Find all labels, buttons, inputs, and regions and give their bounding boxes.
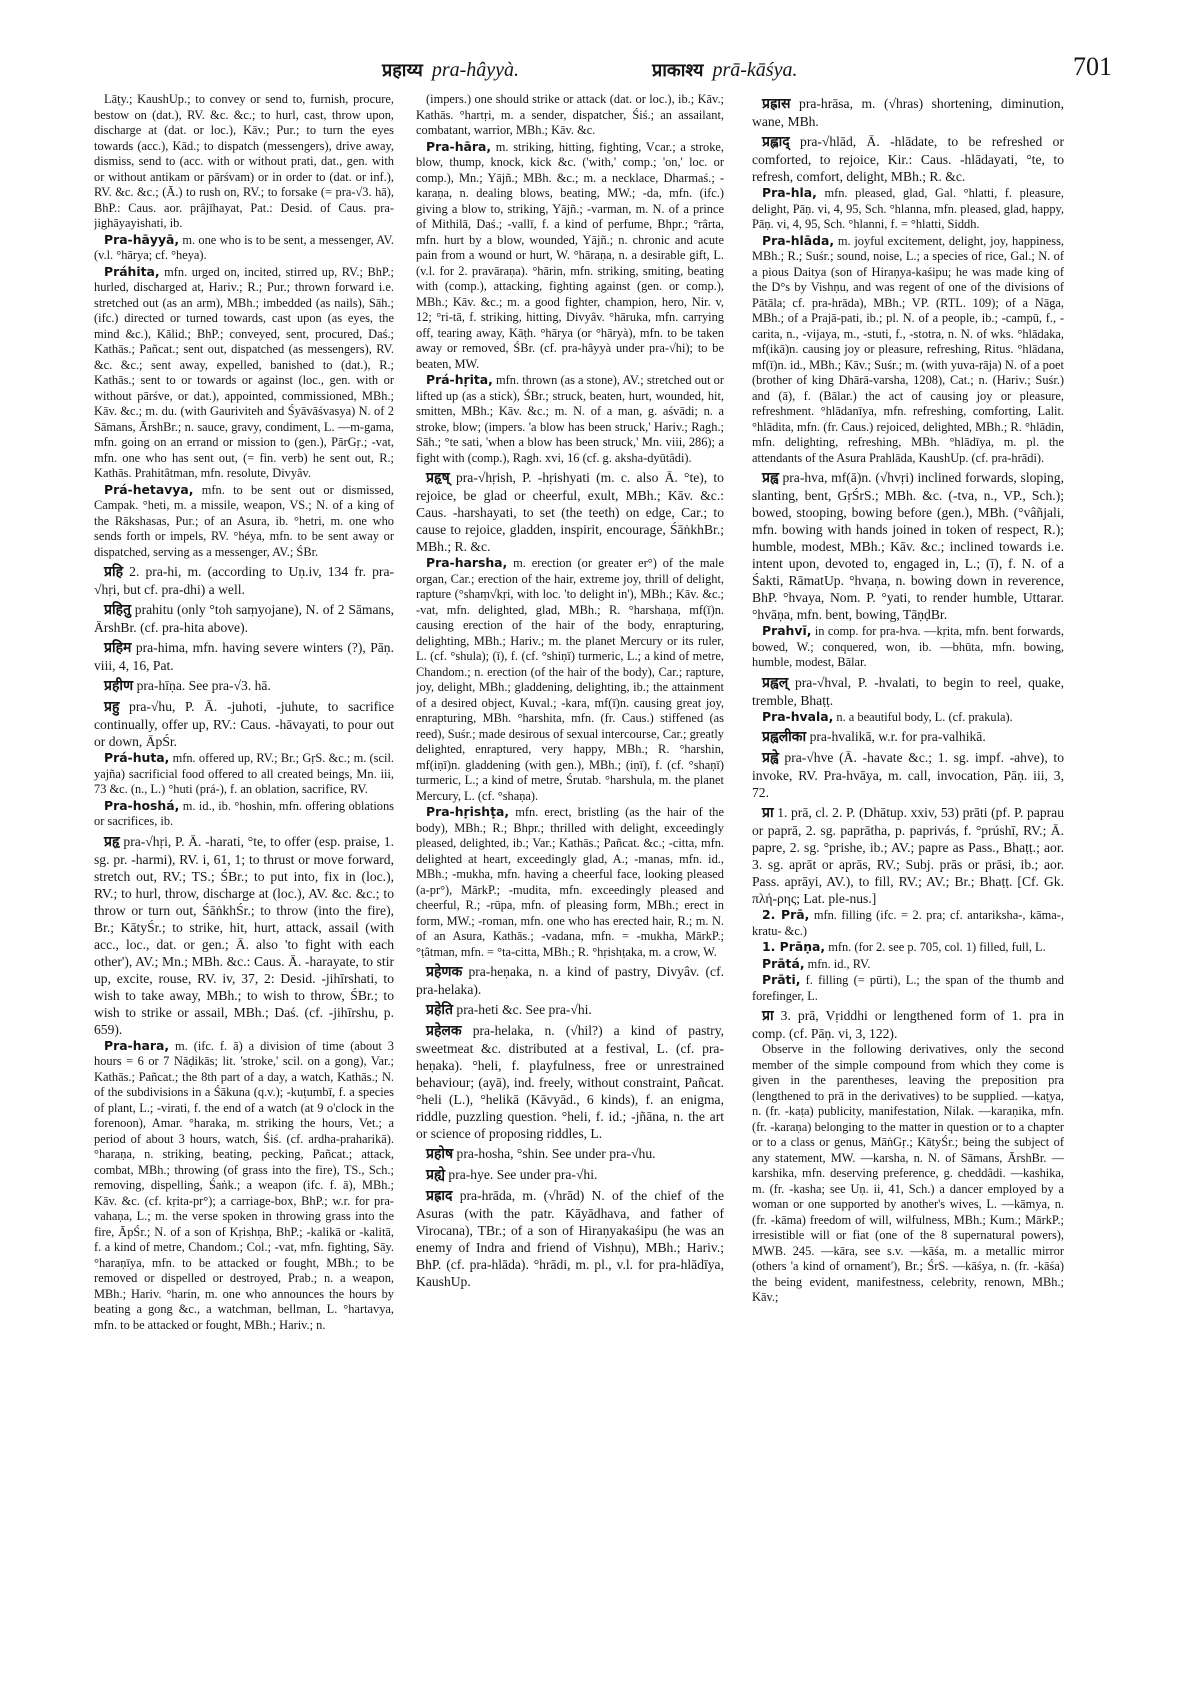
entry-text: mfn. thrown (as a stone), AV.; stretched out or lifted up (as a stick), ŚBr.; struck, beaten, hurt, wounded, hit, smitten, MBh.; Kāv. &c.; m. N. of a man, g. aśvādi; n. a stroke, blow; (impers. 'a blow has been struck,' Hariv.; Ragh.; Sāh.; °te sati, 'when a blow has been struck,' Mn. viii, 286); a fight with (comp.), Ragh. xvi, 16 (cf. g. aksha-dyūtâdi). xyxy=(416,373,724,465)
page-number: 701 xyxy=(1073,52,1112,81)
entry-headword: Pra-hāra, xyxy=(426,138,492,154)
entry-headword: Práhita, xyxy=(104,263,160,279)
entry-text: Observe in the following derivatives, only the second member of the simple compound from which they come is given in the parentheses, leaving the preposition pra (lengthened to prā in the derivatives) to be supplied. —kaṭya, n. (fr. -kaṭa) publicity, manifestation, Nilak. —karaṇika, mfn. (fr. -karaṇa) belonging to the matter in question or to a chapter or to a class or genus, MāṅGṛ.; KātyŚr.; being the subject of any statement, MW. —karsha, n. N. of Sāmans, ĀrshBr. —karshika, mfn. deserving preference, g. cheddâdi. —kashika, m. (fr. -kasha; see Uṇ. ii, 41, Sch.) a dancer employed by a woman or one supported by another's wives, L. —kāmya, n. (fr. -kāma) freedom of will, wilfulness, MBh.; Kum.; MārkP.; irresistible will or fiat (one of the 8 supernatural powers), MWB. 245. —kāra, see s.v. —kāśa, m. a metallic mirror (others 'a kind of ornament'), Br.; ŚrS. —kāśya, n. (fr. -kāśa) the being evident, manifestness, celebrity, renown, MBh.; Kāv.; xyxy=(752,1042,1064,1304)
dictionary-entry xyxy=(416,1166,724,1184)
entry-text: pra-√hlād, Ā. -hlādate, to be refreshed or comforted, to rejoice, Kir.: Caus. -hlādayati, °te, to refresh, comfort, delight, MBh.; R. &c. xyxy=(752,134,1064,184)
entry-text: 3. prā, Vṛiddhi or lengthened form of 1. pra in comp. (cf. Pāṇ. vi, 3, 122). xyxy=(752,1008,1064,1041)
entry-text: n. a beautiful body, L. (cf. prakula). xyxy=(836,709,1013,724)
entry-headword: प्रा xyxy=(762,805,774,821)
dictionary-entry xyxy=(94,698,394,750)
right-running-head xyxy=(652,58,797,82)
dictionary-entry xyxy=(94,92,394,232)
column-2 xyxy=(416,92,724,1612)
dictionary-entry xyxy=(94,677,394,695)
entry-headword: प्रहितु xyxy=(104,602,132,618)
dictionary-entry xyxy=(416,804,724,960)
dictionary-entry xyxy=(752,709,1064,726)
entry-headword: Pra-hla, xyxy=(762,185,817,200)
entry-text: pra-heti &c. See pra-√hi. xyxy=(456,1002,592,1017)
dictionary-entry xyxy=(94,264,394,482)
entry-text: (impers.) one should strike or attack (dat. or loc.), ib.; Kāv.; Kathās. °hartṛi, m. a sender, dispatcher, Śiś.; an assailant, combatant, warrior, MBh.; Kāv. &c. xyxy=(416,92,724,137)
entry-text: pra-√hve (Ā. -havate &c.; 1. sg. impf. -ahve), to invoke, RV. Pra-hvāya, m. call, invocation, Pāṇ. iii, 3, 72. xyxy=(752,750,1064,800)
entry-text: mfn. to be sent out or dismissed, Campak. °heti, m. a missile, weapon, VS.; N. of a king of the Rākshasas, Pur.; of an Asura, ib. °hetri, m. one who sends forth or impels, RV. °héya, mfn. to be sent away or dispatched, serving as a messenger, AV.; ŚBr. xyxy=(94,482,394,559)
entry-text: pra-hima, mfn. having severe winters (?), Pāṇ. viii, 4, 16, Pat. xyxy=(94,640,394,673)
dictionary-entry xyxy=(416,1187,724,1290)
dictionary-entry xyxy=(752,95,1064,130)
entry-headword: प्रह्रास xyxy=(762,96,791,112)
entry-text: m. id., ib. °hoshin, mfn. offering oblations or sacrifices, ib. xyxy=(94,798,394,828)
dictionary-entry xyxy=(94,798,394,830)
entry-text: m. striking, hitting, fighting, Vcar.; a stroke, blow, thump, knock, kick &c. ('with,' comp.; 'on,' loc. or comp.), Mn.; Yājñ.; MBh. &c.; m. a necklace, Dharmaś.; -karaṇa, n. dealing blows, beating, MW.; -da, mfn. (ifc.) giving a blow to, striking, Yājñ.; -varman, m. N. of a prince of Mithilā, Daś.; -vallī, f. a kind of perfume, Bhpr.; °rârta, mfn. hurt by a blow, wounded, Yājñ.; n. chronic and acute pain from a wound or hurt, W. °hāraṇa, n. a desirable gift, L. (v.l. for 2. pravāraṇa). °hārin, mfn. striking, smiting, beating with (comp.), attacking, fighting against (gen. or comp.), MBh.; Kāv. &c.; m. a good fighter, champion, hero, Nir. v, 12; °ri-tā, f. striking, hitting, Divyâv. °hāruka, mfn. carrying off, tearing away, Kāṭh. °hārya (or °hāryà), mfn. to be taken away or removed, ŚBr. (cf. pra-hâyyà under pra-√hi); to be beaten, MW. xyxy=(416,139,724,371)
entry-headword: Pra-hara, xyxy=(104,1037,170,1053)
entry-headword: प्रह्वलीका xyxy=(762,729,807,745)
entry-text: mfn. pleased, glad, Gal. °hlatti, f. pleasure, delight, Pāṇ. vi, 4, 95, Sch. °hlanna, mfn. pleased, glad, happy, Pāṇ. vi, 4, 95, Sch. °hlanni, f. = °hlatti, Siddh. xyxy=(752,186,1064,231)
dictionary-entry xyxy=(416,1022,724,1142)
dictionary-entry xyxy=(94,833,394,1038)
entry-headword: Prāti, xyxy=(762,972,801,987)
right-head-transliteration: prā-kāśya. xyxy=(712,59,798,81)
dictionary-entry xyxy=(416,139,724,373)
entry-headword: 1. Prāṇa, xyxy=(762,939,826,954)
entry-text: in comp. for pra-hva. —kṛita, mfn. bent forwards, bowed, W.; conquered, won, ib. —bhūta, mfn. bowing, humble, modest, Bālar. xyxy=(752,624,1064,669)
dictionary-entry xyxy=(94,482,394,561)
entry-text: mfn. offered up, RV.; Br.; GṛS. &c.; m. (scil. yajña) sacrificial food offered to all created beings, Mn. iii, 73 &c. (n., L.) °huti (prá-), f. an oblation, sacrifice, RV. xyxy=(94,751,394,796)
entry-text: pra-hīṇa. See pra-√3. hā. xyxy=(136,678,271,693)
entry-headword: Prá-hṛita, xyxy=(426,372,493,387)
dictionary-entry xyxy=(416,372,724,466)
entry-headword: 2. Prā, xyxy=(762,907,810,922)
entry-headword: Pra-hvala, xyxy=(762,708,834,724)
entry-text: m. (ifc. f. ā) a division of time (about 3 hours = 6 or 7 Nāḍikās; lit. 'stroke,' scil. on a gong), Var.; Kathās.; Pañcat.; the 8th part of a day, a watch, Kathās.; N. of the subdivisions in a Śākuna (q.v.); -kuṭumbī, f. a species of plant, L.; -virati, f. the end of a watch (at 9 o'clock in the forenoon), Amar. °haraka, m. striking the hours, Vet.; a period of about 3 hours, watch, Śiś. (cf. ardha-praharikā). °haraṇa, n. striking, beating, pecking, Pañcat.; attack, combat, MBh.; throwing (of grass into the fire), TS., Sch.; removing, dispelling, Śaṅk.; a weapon (ifc. f. ā), MBh.; Kāv. &c. (cf. kṛita-pr°); a carriage-box, BhP.; w.r. for pra-vahaṇa, L.; m. the verse spoken in throwing grass into the fire, ĀpŚr.; N. of a son of Kṛishṇa, BhP.; -kalikā or -kalitā, f. a kind of metre, Chandom.; Col.; -vat, mfn. fighting, Sāy. °haraṇīya, mfn. to be attacked or fought, MBh.; to be removed or dispelled or destroyed, Prab.; n. a weapon, MBh.; Hariv. °harin, m. one who announces the hours by beating a gong &c., a watchman, bellman, L. °hartavya, mfn. to be attacked or fought, MBh.; Hariv.; n. xyxy=(94,1038,394,1332)
right-head-devanagari: प्राकाश्य xyxy=(652,60,704,81)
dictionary-entry xyxy=(416,555,724,804)
entry-text: pra-hvalikā, w.r. for pra-valhikā. xyxy=(809,729,986,744)
entry-headword: Pra-hṛishṭa, xyxy=(426,804,510,819)
entry-text: m. erection (or greater er°) of the male organ, Car.; erection of the hair, extreme joy, thrill of delight, rapture (°shaṃ√kṛi, with loc. 'to delight in'), MBh.; Kāv. &c.; -vat, mfn. delighted, glad, MBh.; R. °harshaṇa, mf(ī)n. causing erection of the hair of the body, enrapturing, delighting, MBh.; Hariv.; m. the planet Mercury or its ruler, L. (cf. °shula); (ī), f. (cf. °shiṇī) turmeric, L.; a kind of metre, Chandom.; n. erection (of the hair of the body), Car.; rapture, joy, delight, MBh.; gladdening, delighting, ib.; the attainment of a desired object, Kuval.; -kara, mf(ī)n. causing great joy, enrapturing, MBh. °harshita, mfn. (fr. Caus.) stiffened (as reed), Suśr.; made desirous of sexual intercourse, Car.; greatly delighted, enraptured, very happy, MBh.; R. °harshin, mf(iṇī)n. gladdening (with gen.), MBh.; (iṇī), f. (cf. °shaṇī) turmeric, L.; a kind of metre, Śrutab. °harshula, m. the planet Mercury, L. (cf. °shaṇa). xyxy=(416,556,724,803)
entry-text: pra-hosha, °shin. See under pra-√hu. xyxy=(456,1146,656,1161)
entry-headword: प्रहोष xyxy=(426,1146,454,1162)
entry-headword: प्रहिम xyxy=(104,640,132,656)
entry-headword: प्रह्राद xyxy=(426,1188,453,1204)
running-header xyxy=(92,50,1112,90)
entry-text: mfn. urged on, incited, stirred up, RV.; BhP.; hurled, discharged at, Hariv.; R.; Pur.; thrown forward i.e. stretched out (as an arm), MBh.; imbedded (as nails), Sāh.; (ifc.) directed or turned towards, cast upon (as eyes, the mind &c.), Kālid.; BhP.; conveyed, sent, procured, Daś.; Kathās.; Pañcat.; sent out, dispatched (as messengers), RV. &c. &c.; sent away, expelled, banished to (dat.), R.; Kathās.; sent to or towards or against (loc., gen. with or without pārśve, or dat.), appointed, commissioned, MBh.; Kāv. &c.; m. du. (with Gauriviteh and Śyāvāśvasya) N. of 2 Sāmans, ĀrshBr.; n. sauce, gravy, condiment, L. —m-gama, mfn. going on an errand or mission to (gen.), PārGṛ.; -vat, mfn. one who has sent out, (= fin. verb) he sent out, R.; Kathās. Prahitâtman, mfn. resolute, Divyâv. xyxy=(94,264,394,480)
dictionary-entry xyxy=(752,469,1064,623)
entry-headword: प्रहेति xyxy=(426,1002,454,1018)
dictionary-entry xyxy=(416,469,724,555)
entry-headword: Prahvī, xyxy=(762,623,812,638)
entry-text: Lāṭy.; KaushUp.; to convey or send to, furnish, procure, bestow on (dat.), RV. &c. &c.; to hurl, cast, throw upon, discharge at (dat. or loc.), Kāv.; Pur.; to turn the eyes towards (acc.), Kād.; to dispatch (messengers), drive away, dismiss, send to (acc. with or without prati, dat., gen. with or without antikam or pārśvam) or in order to (dat. or inf.), RV. &c. &c.; (Ā.) to rush on, RV.; to forsake (= pra-√3. hā), BhP.: Caus. aor. prâjīhayat, Pat.: Desid. of Caus. pra-jighāyayishati, ib. xyxy=(94,92,394,230)
entry-text: pra-√hu, P. Ā. -juhoti, -juhute, to sacrifice continually, offer up, RV.: Caus. -hāvayati, to pour out or down, ĀpŚr. xyxy=(94,699,394,749)
entry-text: mfn. filling (ifc. = 2. pra; cf. antariksha-, kāma-, kratu- &c.) xyxy=(752,908,1064,938)
left-head-transliteration: pra-hâyyà. xyxy=(431,59,520,81)
entry-headword: Prá-hetavya, xyxy=(104,481,194,497)
dictionary-entry xyxy=(752,623,1064,671)
entry-text: prahitu (only °toh saṃyojane), N. of 2 Sāmans, ĀrshBr. (cf. pra-hita above). xyxy=(94,602,394,635)
column-3 xyxy=(752,92,1064,1612)
entry-text: pra-√hval, P. -hvalati, to begin to reel, quake, tremble, Bhaṭṭ. xyxy=(752,674,1064,708)
entry-text: pra-hrāsa, m. (√hras) shortening, diminution, wane, MBh. xyxy=(752,96,1064,129)
entry-headword: प्रह्ये xyxy=(426,1167,445,1183)
entry-text: m. one who is to be sent, a messenger, AV. (v.l. °hārya; cf. °heya). xyxy=(94,232,394,262)
dictionary-entry xyxy=(94,601,394,636)
entry-headword: प्रहि xyxy=(104,564,124,580)
dictionary-entry xyxy=(752,804,1064,907)
entry-headword: प्रह्वे xyxy=(762,750,779,766)
entry-headword: प्रहृष् xyxy=(426,470,450,486)
entry-text: pra-√hṛi, P. Ā. -harati, °te, to offer (esp. praise, 1. sg. pr. -harmi), RV. i, 61, 1; to thrust or move forward, stretch out, RV.; TS.; ŚBr.; to put into, fix in (loc.), RV.; to hurl, throw, discharge at (loc.), AV. &c. &c.; to throw or turn out, ŚāṅkhŚr.; to throw (into the fire), Br.; KātyŚr.; to strike, hit, hurt, attack, assail (with acc., loc., dat. or gen.; Ā. also 'to fight with each other'), AV.; Mn.; MBh. &c.: Caus. Ā. -harayate, to stir up, excite, rouse, RV. iv, 37, 2: Desid. -jihīrshati, to wish to take away, MBh.; to wish to throw, ŚBr.; to wish to strike or assail, MBh.; Daś. (cf. -jihīrshu, p. 659). xyxy=(94,833,394,1037)
entry-headword: प्रहेणक xyxy=(426,964,463,980)
dictionary-entry xyxy=(94,750,394,798)
entry-text: pra-hye. See under pra-√hi. xyxy=(448,1167,598,1182)
dictionary-entry xyxy=(752,728,1064,746)
dictionary-entry xyxy=(752,749,1064,801)
dictionary-entry xyxy=(752,956,1064,973)
dictionary-entry xyxy=(416,1145,724,1163)
dictionary-entry xyxy=(94,563,394,598)
entry-headword: प्रहेलक xyxy=(426,1023,462,1039)
entry-text: mfn. (for 2. see p. 705, col. 1) filled, full, L. xyxy=(828,940,1046,954)
dictionary-entry xyxy=(752,674,1064,709)
dictionary-entry xyxy=(416,963,724,998)
entry-headword: प्रहु xyxy=(104,699,120,715)
dictionary-entry xyxy=(752,233,1064,467)
entry-headword: प्रह्वल् xyxy=(762,674,789,691)
dictionary-entry xyxy=(94,1038,394,1334)
entry-headword: प्रह्व xyxy=(762,470,779,486)
entry-text: pra-hva, mf(ā)n. (√hvṛi) inclined forwards, sloping, slanting, bent, GṛŚrS.; MBh. &c. (-tva, n., VP., Sch.); bowed, stooping, bowing before (gen.), MBh. (°vâñjali, mfn. bowing with hands joined in token of respect, R.); humble, modest, MBh.; Kāv. &c.; inclined towards i.e. intent upon, devoted to, engaged in, L.; (ī), f. N. of a Śakti, RāmatUp. °hvaṇa, n. bowing down in reverence, BhP. °hvaya, Nom. P. °yati, to render humble, Uttarar. °hvāṇa, mfn. bent, bowing, TāṇḍBr. xyxy=(752,470,1064,622)
entry-text: f. filling (= pūrti), L.; the span of the thumb and forefinger, L. xyxy=(752,973,1064,1003)
dictionary-entry xyxy=(752,133,1064,185)
dictionary-entry xyxy=(416,1001,724,1019)
entry-headword: Pra-hoshá, xyxy=(104,797,180,813)
left-running-head xyxy=(382,58,519,82)
dictionary-entry xyxy=(94,232,394,264)
dictionary-entry xyxy=(752,1007,1064,1042)
dictionary-entry xyxy=(752,907,1064,939)
entry-headword: Pra-hāyyā, xyxy=(104,231,180,247)
left-head-devanagari: प्रहाय्य xyxy=(382,60,423,81)
entry-text: 1. prā, cl. 2. P. (Dhātup. xxiv, 53) prāti (pf. P. paprau or paprā, 2. sg. paprātha, p. paprivás, f. °prúshī, RV.; Ā. papre, 2. sg. °prishe, ib.; AV.; papre as Pass., Bhaṭṭ.; aor. 3. sg. aprāt or aprās, RV.; Subj. prās or prāsi, ib.; aor. Pass. aprāyi, AV.), to fill, RV.; AV.; Br.; Bhaṭṭ. [Cf. Gk. πλή-ρης; Lat. ple-nus.] xyxy=(752,805,1064,906)
entry-text: m. joyful excitement, delight, joy, happiness, MBh.; R.; Suśr.; sound, noise, L.; a species of rice, Gal.; N. of a pious Daitya (son of Hiraṇya-kaśipu; he was made king of the D°s by Vishṇu, and was regent of one of the divisions of Pātāla; cf. pra-hrāda), MBh.; VP. (RTL. 109); of a Nāga, MBh.; of a Prajā-pati, ib.; pl. N. of a people, ib.; -campū, f., -carita, n., -vijaya, m., -stuti, f., -stotra, n. N. of wks. °hlādaka, mf(ikā)n. causing joy or pleasure, refreshing, Ritus. °hlādana, mf(ī)n. id., MBh.; Kāv.; Suśr.; m. (with yuva-rāja) N. of a poet (brother of king Dhārā-varsha, 1208), Cat.; n. (Hariv.; Suśr.) and (ā), f. (Bālar.) the act of causing joy or pleasure, refreshment. °hlādanīya, mfn. refreshing, comforting, Lalit. °hlādita, mfn. (fr. Caus.) rejoiced, delighted, MBh.; R. °hlādin, mfn. delighting, refreshing, MBh. °hlādīya, m. pl. the attendants of the Asura Prahlāda, KaushUp. (cf. pra-hrādi). xyxy=(752,233,1064,465)
entry-headword: Prá-huta, xyxy=(104,750,170,765)
entry-text: pra-helaka, n. (√hil?) a kind of pastry, sweetmeat &c. distributed at a festival, L. (cf. pra-heṇaka). °heli, f. playfulness, free or unrestrained behaviour; (ayā), ind. freely, without constraint, Pañcat. °heli (L.), °helikā (Kāvyād., 6 kinds), f. an enigma, riddle, puzzling question. °heli, f. id.; -jñāna, n. the art or science of proposing riddles, L. xyxy=(416,1023,724,1141)
entry-headword: Pra-harsha, xyxy=(426,555,508,570)
entry-headword: प्रा xyxy=(762,1008,774,1024)
entry-headword: Pra-hlāda, xyxy=(762,232,835,248)
entry-text: mfn. id., RV. xyxy=(807,956,871,971)
entry-text: pra-√hṛish, P. -hṛishyati (m. c. also Ā. °te), to rejoice, be glad or cheerful, exult, MBh.; Kāv. &c.: Caus. -harshayati, to set (the teeth) on edge, Car.; to cause to rejoice, gladden, inspirit, encourage, ŚāṅkhBr.; MBh.; R. &c. xyxy=(416,470,724,554)
dictionary-entry xyxy=(416,92,724,139)
entry-text: pra-heṇaka, n. a kind of pastry, Divyâv. (cf. pra-helaka). xyxy=(416,964,724,997)
entry-text: mfn. erect, bristling (as the hair of the body), MBh.; R.; Bhpr.; thrilled with delight, exceedingly pleased, delighted, ib.; Var.; Kathās.; Pañcat. &c.; -citta, mfn. delighted at heart, exceedingly glad, A.; -manas, mfn. id., MBh.; -mukha, mfn. having a cheerful face, looking pleased (a-pr°), MārkP.; -mudita, mfn. exceedingly pleased and cheerful, R.; -rūpa, mfn. of pleasing form, MBh.; erect in form, MW.; -roman, mfn. one who has erected hair, R.; m. N. of an Asura, Kathās.; -vadana, mfn. = -mukha, MārkP.; °ṭâtman, mfn. = °ta-citta, MBh.; R. °hṛishṭaka, m. a crow, W. xyxy=(416,805,724,959)
column-1 xyxy=(94,92,394,1612)
entry-headword: प्रहृ xyxy=(104,833,120,850)
entry-headword: प्रह्लाद् xyxy=(762,134,790,150)
dictionary-entry xyxy=(752,1042,1064,1306)
dictionary-entry xyxy=(752,939,1064,956)
entry-headword: प्रहीण xyxy=(104,678,134,694)
entry-headword: Prātá, xyxy=(762,955,805,971)
dictionary-entry xyxy=(752,185,1064,233)
entry-text: 2. pra-hi, m. (according to Uṇ.iv, 134 fr. pra-√hṛi, but cf. pra-dhi) a well. xyxy=(94,564,394,597)
dictionary-entry xyxy=(752,972,1064,1004)
entry-text: pra-hrāda, m. (√hrād) N. of the chief of the Asuras (with the patr. Kāyādhava, and father of Virocana), TBr.; of a son of Hiraṇyakaśipu (he was an enemy of Indra and friend of Vishṇu), MBh.; Hariv.; BhP. (cf. pra-hlāda). °hrādi, m. pl., v.l. for pra-hlādīya, KaushUp. xyxy=(416,1188,724,1289)
dictionary-entry xyxy=(94,639,394,674)
